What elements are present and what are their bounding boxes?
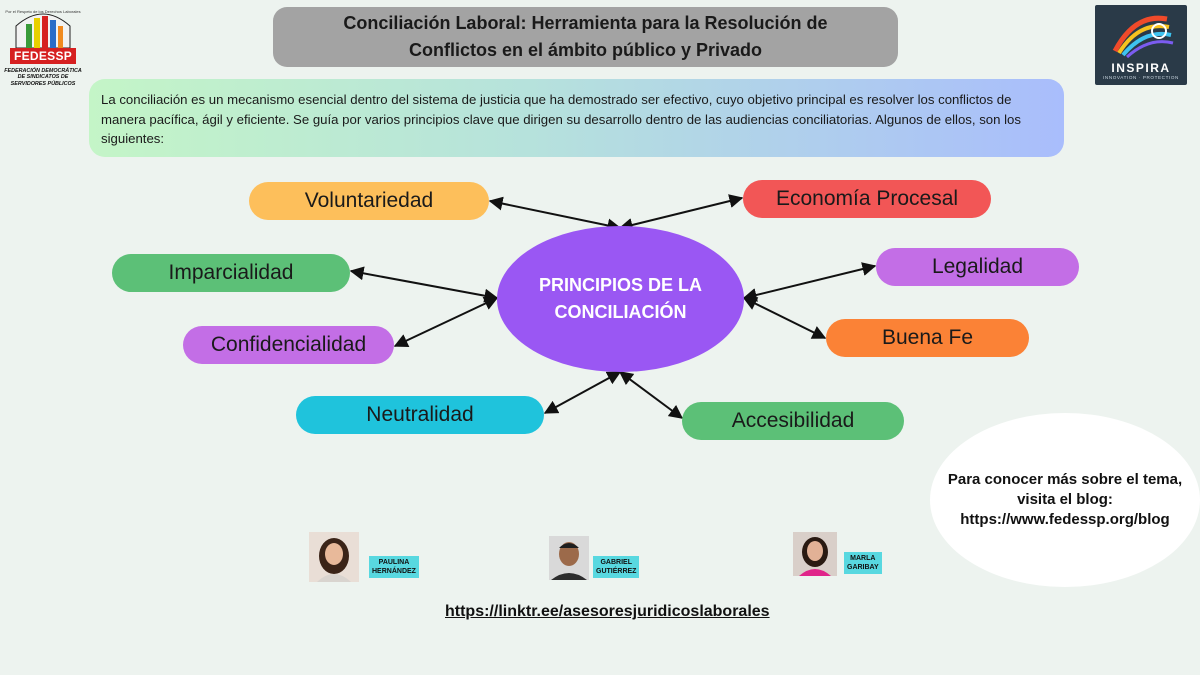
- inspira-brand: INSPIRA: [1111, 61, 1171, 75]
- principle-accesibilidad: Accesibilidad: [682, 402, 904, 440]
- connector-voluntariedad: [490, 201, 620, 228]
- blog-url[interactable]: https://www.fedessp.org/blog: [960, 511, 1170, 528]
- connector-buena-fe: [744, 298, 825, 338]
- person-photo-icon: [793, 532, 837, 576]
- avatar: [793, 532, 837, 576]
- principle-buena-fe: Buena Fe: [826, 319, 1029, 357]
- connector-economia-procesal: [620, 198, 742, 228]
- avatar: [549, 536, 589, 580]
- person-photo-icon: [309, 532, 359, 582]
- connector-confidencialidad: [395, 298, 497, 346]
- principle-voluntariedad: Voluntariedad: [249, 182, 489, 220]
- connector-accesibilidad: [620, 372, 682, 418]
- fedessp-brand: FEDESSP: [10, 48, 76, 64]
- author-name-label: PAULINA HERNÁNDEZ: [369, 556, 419, 578]
- person-photo-icon: [549, 536, 589, 580]
- fedessp-subtitle: FEDERACIÓN DEMOCRÁTICA DE SINDICATOS DE SERVIDORES PÚBLICOS: [4, 68, 82, 87]
- author-name-label: GABRIEL GUTIÉRREZ: [593, 556, 639, 578]
- blog-callout: [930, 413, 1200, 587]
- principle-confidencialidad: Confidencialidad: [183, 326, 394, 364]
- principle-legalidad: Legalidad: [876, 248, 1079, 286]
- inspira-tagline: INNOVATION · PROTECTION: [1103, 75, 1179, 80]
- connector-imparcialidad: [351, 271, 497, 298]
- diagram-center: PRINCIPIOS DE LA CONCILIACIÓN: [497, 226, 744, 372]
- intro-text: La conciliación es un mecanismo esencial dentro del sistema de justicia que ha demostrado ser efectivo, cuyo objetivo principal es resolver los conflictos de manera pacífica, ágil y eficiente. Se guía por varios principios clave que dirigen su desarrollo dentro de las audiencias conciliatorias. Algunos de ellos, son los siguientes:: [89, 79, 1064, 157]
- principle-neutralidad: Neutralidad: [296, 396, 544, 434]
- blog-line-2: visita el blog:: [1017, 491, 1113, 508]
- svg-text:Por el Respeto de los Derechos: Por el Respeto de los Derechos Laborales: [5, 9, 81, 14]
- principle-imparcialidad: Imparcialidad: [112, 254, 350, 292]
- author-name-label: MARLA GARIBAY: [844, 552, 882, 574]
- avatar: [309, 532, 359, 582]
- connector-neutralidad: [545, 372, 620, 413]
- linktree-link[interactable]: https://linktr.ee/asesoresjuridicoslaborales: [445, 603, 770, 620]
- page-title: Conciliación Laboral: Herramienta para la Resolución de Conflictos en el ámbito público y Privado: [273, 7, 898, 67]
- principle-economia-procesal: Economía Procesal: [743, 180, 991, 218]
- blog-line-1: Para conocer más sobre el tema,: [947, 471, 1183, 488]
- connector-legalidad: [744, 266, 875, 298]
